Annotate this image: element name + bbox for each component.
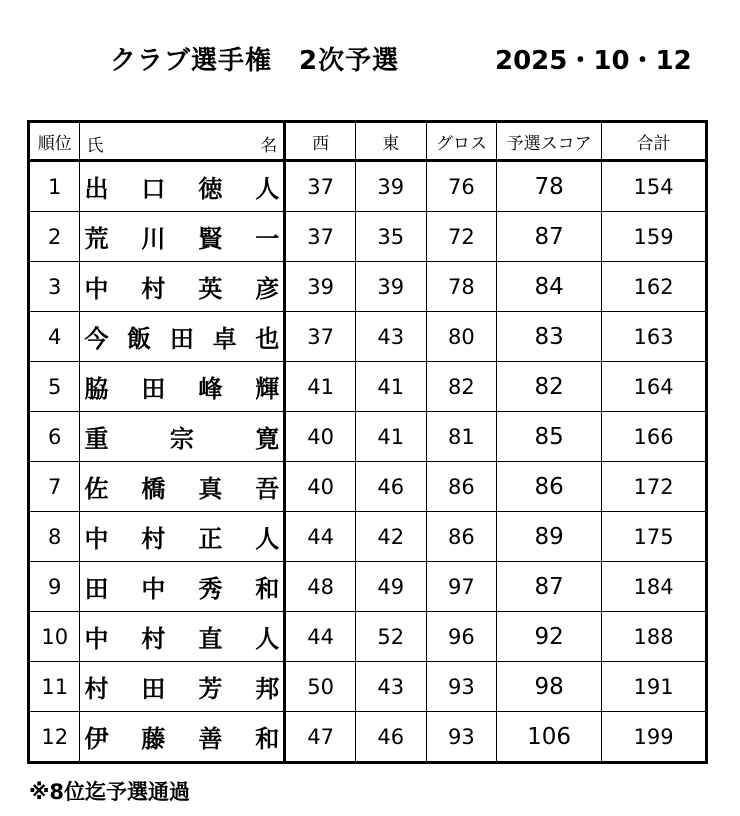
cell-east: 42 — [355, 512, 426, 562]
cell-qualifier-score: 84 — [497, 262, 602, 312]
cell-west: 37 — [285, 212, 356, 262]
cell-east: 41 — [355, 412, 426, 462]
name-characters — [84, 569, 279, 604]
cell-gross: 93 — [426, 662, 497, 712]
cell-total: 166 — [602, 412, 707, 462]
cell-east: 39 — [355, 161, 426, 212]
name-char: 善 — [198, 725, 223, 753]
name-char: 田 — [169, 325, 194, 353]
name-char: 伊 — [84, 725, 109, 753]
cell-total: 154 — [602, 161, 707, 212]
name-char: 田 — [141, 675, 166, 703]
cell-qualifier-score: 106 — [497, 712, 602, 763]
cell-gross: 86 — [426, 512, 497, 562]
name-char: 和 — [255, 725, 280, 753]
cell-rank: 7 — [29, 462, 80, 512]
cell-gross: 86 — [426, 462, 497, 512]
table-row — [29, 161, 707, 212]
cell-west: 40 — [285, 412, 356, 462]
cell-rank: 1 — [29, 161, 80, 212]
cell-name — [80, 712, 285, 763]
cell-total: 175 — [602, 512, 707, 562]
name-char: 口 — [141, 175, 166, 203]
cell-west: 50 — [285, 662, 356, 712]
name-char: 人 — [255, 525, 280, 553]
name-char: 中 — [84, 625, 109, 653]
name-char: 芳 — [198, 675, 223, 703]
cell-gross: 80 — [426, 312, 497, 362]
cell-east: 49 — [355, 562, 426, 612]
table-body — [29, 161, 707, 763]
cell-name — [80, 462, 285, 512]
cell-name — [80, 212, 285, 262]
cell-west: 44 — [285, 512, 356, 562]
name-char: 卓 — [212, 325, 237, 353]
name-characters — [84, 469, 279, 504]
name-char: 賢 — [198, 225, 223, 253]
table-row — [29, 512, 707, 562]
table-row — [29, 412, 707, 462]
cell-qualifier-score: 92 — [497, 612, 602, 662]
name-characters — [84, 269, 279, 304]
cell-rank: 10 — [29, 612, 80, 662]
name-characters — [84, 419, 279, 454]
cell-name — [80, 312, 285, 362]
cell-east: 46 — [355, 462, 426, 512]
cell-east: 35 — [355, 212, 426, 262]
cell-rank: 11 — [29, 662, 80, 712]
cell-east: 43 — [355, 312, 426, 362]
page-title — [110, 40, 692, 77]
cell-gross: 96 — [426, 612, 497, 662]
table-row — [29, 362, 707, 412]
cell-rank: 9 — [29, 562, 80, 612]
cell-total: 188 — [602, 612, 707, 662]
cell-qualifier-score: 82 — [497, 362, 602, 412]
name-char: 和 — [255, 575, 280, 603]
name-char: 村 — [141, 275, 166, 303]
cell-total: 191 — [602, 662, 707, 712]
table-row — [29, 312, 707, 362]
cell-west: 44 — [285, 612, 356, 662]
table-header — [29, 122, 707, 161]
name-characters — [84, 619, 279, 654]
cell-total: 163 — [602, 312, 707, 362]
cell-gross: 76 — [426, 161, 497, 212]
name-characters — [84, 719, 279, 754]
cell-rank: 2 — [29, 212, 80, 262]
cell-name — [80, 562, 285, 612]
table-row — [29, 262, 707, 312]
header-gross: グロス — [426, 122, 497, 161]
cell-west: 48 — [285, 562, 356, 612]
name-char: 人 — [255, 625, 280, 653]
cell-west: 41 — [285, 362, 356, 412]
table-row — [29, 562, 707, 612]
name-char: 飯 — [127, 325, 152, 353]
name-char: 宗 — [169, 425, 194, 453]
header-name-given: 名 — [260, 136, 278, 156]
cell-name — [80, 362, 285, 412]
title-text: クラブ選手権 2次予選 — [110, 46, 400, 76]
cell-qualifier-score: 85 — [497, 412, 602, 462]
name-char: 寛 — [255, 425, 280, 453]
cell-total: 199 — [602, 712, 707, 763]
name-char: 橋 — [141, 475, 166, 503]
name-char: 也 — [255, 325, 280, 353]
cell-gross: 72 — [426, 212, 497, 262]
name-characters — [84, 169, 279, 204]
cell-east: 39 — [355, 262, 426, 312]
name-char: 今 — [84, 325, 109, 353]
name-char: 田 — [141, 375, 166, 403]
cell-total: 172 — [602, 462, 707, 512]
name-char: 村 — [84, 675, 109, 703]
name-char: 秀 — [198, 575, 223, 603]
name-char: 荒 — [84, 225, 109, 253]
header-qualifier-score: 予選スコア — [497, 122, 602, 161]
name-char: 吾 — [255, 475, 280, 503]
cell-qualifier-score: 98 — [497, 662, 602, 712]
cell-rank: 6 — [29, 412, 80, 462]
name-char: 人 — [255, 175, 280, 203]
name-char: 川 — [141, 225, 166, 253]
header-east: 東 — [355, 122, 426, 161]
name-characters — [84, 669, 279, 704]
cell-name — [80, 262, 285, 312]
results-table-container — [27, 120, 708, 764]
name-char: 中 — [84, 275, 109, 303]
cell-east: 41 — [355, 362, 426, 412]
cell-rank: 12 — [29, 712, 80, 763]
table-row — [29, 212, 707, 262]
name-char: 直 — [198, 625, 223, 653]
cell-west: 47 — [285, 712, 356, 763]
cell-rank: 8 — [29, 512, 80, 562]
name-char: 一 — [255, 225, 280, 253]
cell-gross: 97 — [426, 562, 497, 612]
cell-gross: 82 — [426, 362, 497, 412]
cell-name — [80, 512, 285, 562]
cell-qualifier-score: 87 — [497, 562, 602, 612]
cell-total: 162 — [602, 262, 707, 312]
name-char: 徳 — [198, 175, 223, 203]
name-char: 佐 — [84, 475, 109, 503]
qualification-note: ※8位迄予選通過 — [29, 780, 191, 804]
name-char: 田 — [84, 575, 109, 603]
name-char: 中 — [84, 525, 109, 553]
name-char: 村 — [141, 625, 166, 653]
header-total: 合計 — [602, 122, 707, 161]
cell-gross: 93 — [426, 712, 497, 763]
cell-name — [80, 612, 285, 662]
cell-qualifier-score: 87 — [497, 212, 602, 262]
cell-west: 40 — [285, 462, 356, 512]
cell-east: 43 — [355, 662, 426, 712]
name-char: 正 — [198, 525, 223, 553]
table-row — [29, 712, 707, 763]
name-characters — [84, 519, 279, 554]
table-row — [29, 662, 707, 712]
cell-name — [80, 662, 285, 712]
name-char: 峰 — [198, 375, 223, 403]
name-characters — [84, 369, 279, 404]
cell-total: 159 — [602, 212, 707, 262]
name-characters — [84, 219, 279, 254]
table-row — [29, 462, 707, 512]
header-name — [80, 122, 285, 161]
cell-name — [80, 412, 285, 462]
name-char: 村 — [141, 525, 166, 553]
header-name-family: 氏 — [86, 136, 104, 156]
cell-east: 46 — [355, 712, 426, 763]
cell-name — [80, 161, 285, 212]
name-char: 脇 — [84, 375, 109, 403]
name-char: 邦 — [255, 675, 280, 703]
cell-qualifier-score: 89 — [497, 512, 602, 562]
name-char: 英 — [198, 275, 223, 303]
name-char: 重 — [84, 425, 109, 453]
header-rank: 順位 — [29, 122, 80, 161]
cell-rank: 4 — [29, 312, 80, 362]
cell-rank: 3 — [29, 262, 80, 312]
cell-total: 164 — [602, 362, 707, 412]
cell-qualifier-score: 78 — [497, 161, 602, 212]
cell-rank: 5 — [29, 362, 80, 412]
cell-west: 39 — [285, 262, 356, 312]
cell-total: 184 — [602, 562, 707, 612]
event-date: 2025・10・12 — [495, 46, 692, 76]
name-char: 真 — [198, 475, 223, 503]
table-row — [29, 612, 707, 662]
cell-gross: 81 — [426, 412, 497, 462]
header-west: 西 — [285, 122, 356, 161]
cell-qualifier-score: 86 — [497, 462, 602, 512]
name-char: 藤 — [141, 725, 166, 753]
name-char: 出 — [84, 175, 109, 203]
name-char: 輝 — [255, 375, 280, 403]
name-char: 彦 — [255, 275, 280, 303]
cell-gross: 78 — [426, 262, 497, 312]
name-char: 中 — [141, 575, 166, 603]
cell-west: 37 — [285, 312, 356, 362]
cell-west: 37 — [285, 161, 356, 212]
cell-qualifier-score: 83 — [497, 312, 602, 362]
cell-east: 52 — [355, 612, 426, 662]
name-characters — [84, 319, 279, 354]
results-table — [27, 120, 708, 764]
